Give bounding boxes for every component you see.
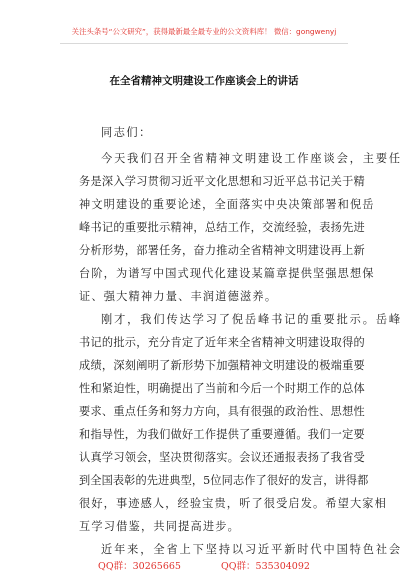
body-line: 近年来，全省上下坚持以习近平新时代中国特色社会 [101,543,403,556]
body-line: 峰书记的重要批示精神，总结工作，交流经验，表扬先进 [79,221,365,234]
body-line: 今天我们召开全省精神文明建设工作座谈会，主要任 [101,152,403,165]
body-line: 务是深入学习贯彻习近平文化思想和习近平总书记关于精 [79,175,365,188]
qq-group-1: QQ群：30265665 [98,561,181,572]
body-line: 刚才，我们传达学习了倪岳峰书记的重要批示。岳峰 [101,313,403,326]
body-line: 要求、重点任务和努力方向，具有很强的政治性、思想性 [79,405,365,418]
body-line: 性和紧迫性，明确提出了当前和今后一个时期工作的总体 [79,382,365,395]
body-line: 互学习借鉴，共同提高进步。 [79,520,241,533]
body-line: 分析形势，部署任务，奋力推动全省精神文明建设再上新 [79,244,365,257]
body-line: 神文明建设的重要论述，全面落实中央决策部署和倪岳 [79,198,375,211]
contact-footer [0,558,408,572]
body-line: 和指导性，为我们做好工作提供了重要遵循。我们一定要 [79,428,365,441]
promo-header: 关注头条号“公文研究”，获得最新最全最专业的公文资料库！ 微信：gongwenyj [71,27,337,36]
body-line: 成绩，深刻阐明了新形势下加强精神文明建设的极端重要 [79,359,365,372]
body-line: 书记的批示，充分肯定了近年来全省精神文明建设取得的 [79,336,365,349]
qq-group-2: QQ群：535304092 [220,561,310,572]
body-line: 很好，事迹感人，经验宝贵，听了很受启发。希望大家相 [79,497,387,510]
body-line: 证、强大精神力量、丰润道德滋养。 [79,290,278,303]
header-divider [60,43,348,44]
document-title: 在全省精神文明建设工作座谈会上的讲话 [109,75,299,87]
body-line: 到全国表彰的先进典型，5位同志作了很好的发言，讲得都 [79,474,369,487]
body-line: 台阶，为谱写中国式现代化建设某篇章提供坚强思想保 [79,267,375,280]
salutation: 同志们： [101,126,152,139]
body-line: 认真学习领会，坚决贯彻落实。会议还通报表扬了我省受 [79,451,365,464]
